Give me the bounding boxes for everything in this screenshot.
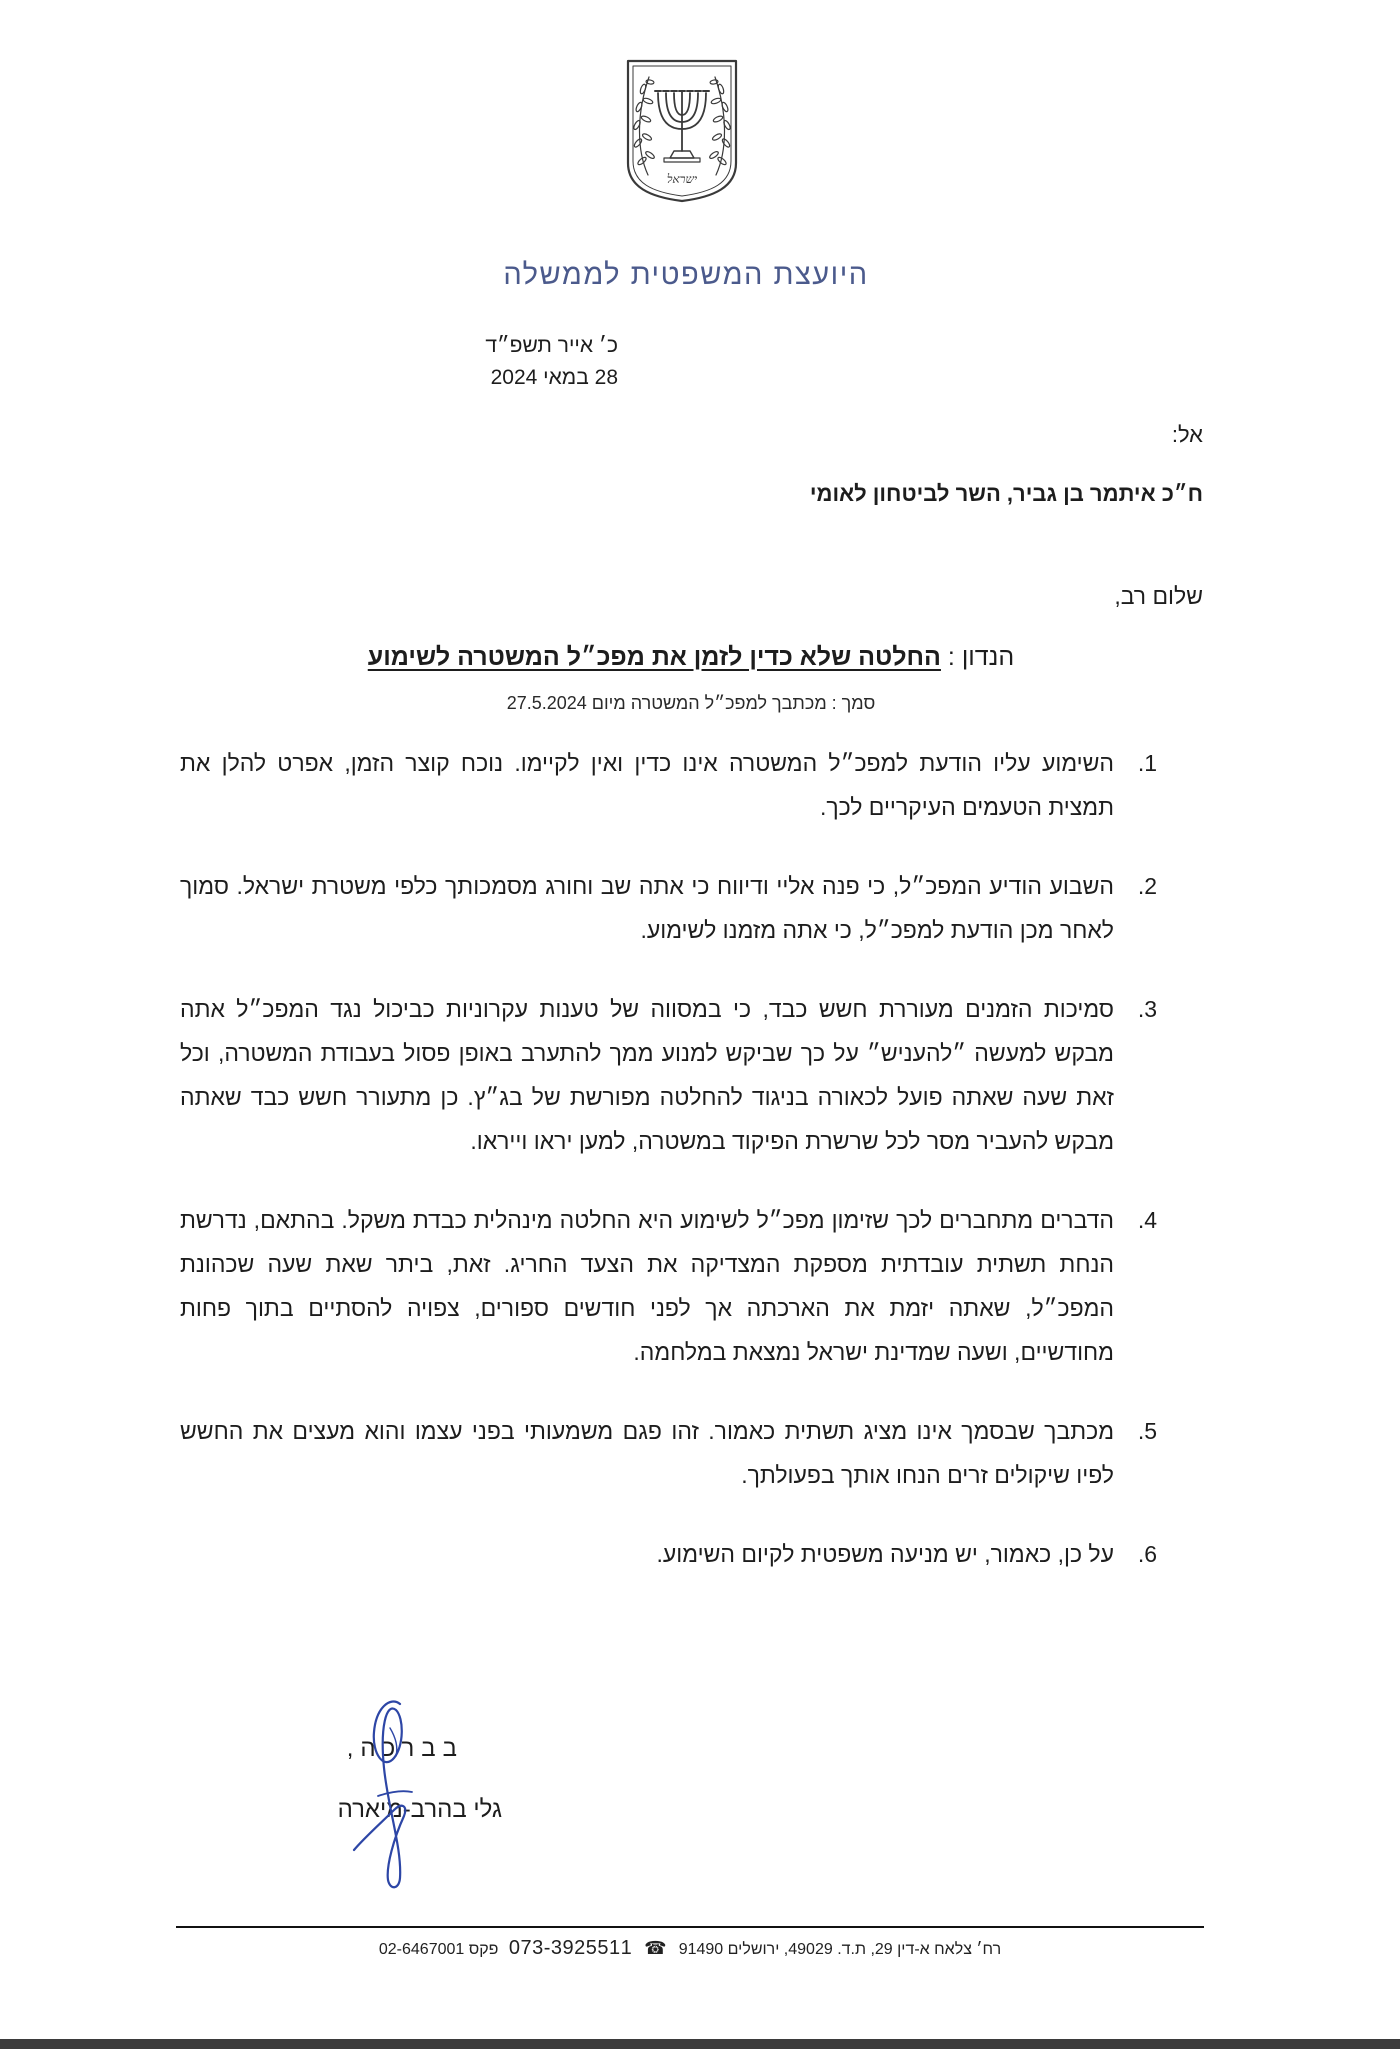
list-item xyxy=(180,1198,1157,1374)
list-item-number: 1. xyxy=(1137,750,1157,776)
signer-name: גלי בהרב-מיארה xyxy=(337,1796,502,1823)
footer-fax: פקס 02-6467001 xyxy=(378,1941,499,1958)
list-item-text: השימוע עליו הודעת למפכ״ל המשטרה אינו כדין ואין לקיימו. נוכח קוצר הזמן, אפרט להלן את תמצית הטעמים העיקריים לכך. xyxy=(180,750,1114,820)
list-item-text: סמיכות הזמנים מעוררת חשש כבד, כי במסווה של טענות עקרוניות כביכול נגד המפכ״ל אתה מבקש למעשה ״להעניש״ על כך שביקש למנוע ממך להתערב באופן פסול בעבודת המשטרה, וכל זאת שעה שאתה פועל לכאורה בניגוד להחלטה מפורשת של בג״ץ. כן מתעורר חשש כבד שאתה מבקש להעביר מסר לכל שרשרת הפיקוד במשטרה, למען יראו וייראו. xyxy=(180,996,1114,1154)
viewer-bottom-bar xyxy=(0,2039,1400,2049)
list-item-number: 3. xyxy=(1137,996,1157,1022)
list-item xyxy=(180,987,1157,1163)
signature-stroke-flourish xyxy=(390,1728,397,1756)
list-item-number: 5. xyxy=(1137,1418,1157,1444)
footer-phone: 073-3925511 xyxy=(508,1937,633,1959)
footer-divider xyxy=(176,1926,1204,1928)
greeting: שלום רב, xyxy=(1114,583,1203,609)
olive-branch-left-icon xyxy=(633,77,656,175)
numbered-list xyxy=(180,741,1157,1611)
list-item xyxy=(180,864,1157,952)
list-item xyxy=(180,741,1157,829)
list-item-number: 2. xyxy=(1137,873,1157,899)
gregorian-date: 28 במאי 2024 xyxy=(490,366,618,389)
list-item-number: 6. xyxy=(1137,1541,1157,1567)
to-label: אל: xyxy=(1171,422,1203,447)
phone-icon xyxy=(644,1938,666,1959)
list-item-text: מכתבך שבסמך אינו מציג תשתית כאמור. זהו פגם משמעותי בפני עצמו והוא מעצים את החשש לפיו שיקולים זרים הנחו אותך בפעולתך. xyxy=(180,1418,1114,1488)
list-item-text: השבוע הודיע המפכ״ל, כי פנה אליי ודיווח כי אתה שב וחורג מסמכותך כלפי משטרת ישראל. סמוך לאחר מכן הודעת למפכ״ל, כי אתה מזמנו לשימוע. xyxy=(180,873,1114,943)
hebrew-date: כ׳ אייר תשפ״ד xyxy=(485,334,618,357)
handwritten-signature xyxy=(350,1698,422,1892)
list-item-text: על כן, כאמור, יש מניעה משפטית לקיום השימוע. xyxy=(656,1541,1114,1567)
footer xyxy=(176,1936,1204,1962)
signature-stroke-cross xyxy=(378,1791,412,1796)
subject-line xyxy=(0,641,1382,673)
emblem-text: ישראל xyxy=(666,172,698,186)
closing-salutation: בברכה, xyxy=(346,1735,464,1762)
subject-label: הנדון : xyxy=(947,643,1015,671)
office-title: היועצת המשפטית לממשלה xyxy=(503,259,869,291)
footer-address: רח׳ צלאח א-דין 29, ת.ד. 49029, ירושלים 91490 xyxy=(678,1941,1002,1958)
list-item xyxy=(180,1532,1157,1576)
date-block xyxy=(485,330,618,394)
recipient-name: ח״כ איתמר בן גביר, השר לביטחון לאומי xyxy=(809,481,1203,506)
state-emblem-icon xyxy=(622,55,742,203)
reference-line: סמך : מכתבך למפכ״ל המשטרה מיום 27.5.2024 xyxy=(506,693,876,713)
list-item xyxy=(180,1409,1157,1497)
list-item-number: 4. xyxy=(1137,1207,1157,1233)
signature-stroke-main xyxy=(354,1702,405,1888)
olive-branch-right-icon xyxy=(709,77,732,175)
list-item-text: הדברים מתחברים לכך שזימון מפכ״ל לשימוע היא החלטה מינהלית כבדת משקל. בהתאם, נדרשת הנחת תשתית עובדתית מספקת המצדיקה את הצעד החריג. זאת, ביתר שאת שעה שכהונת המפכ״ל, שאתה יזמת את הארכתה אך לפני חודשים ספורים, צפויה להסתיים בתוך פחות מחודשיים, ושעה שמדינת ישראל נמצאת במלחמה. xyxy=(180,1207,1114,1365)
menorah-icon xyxy=(655,91,709,162)
subject-text: החלטה שלא כדין לזמן את מפכ״ל המשטרה לשימוע xyxy=(367,643,941,671)
